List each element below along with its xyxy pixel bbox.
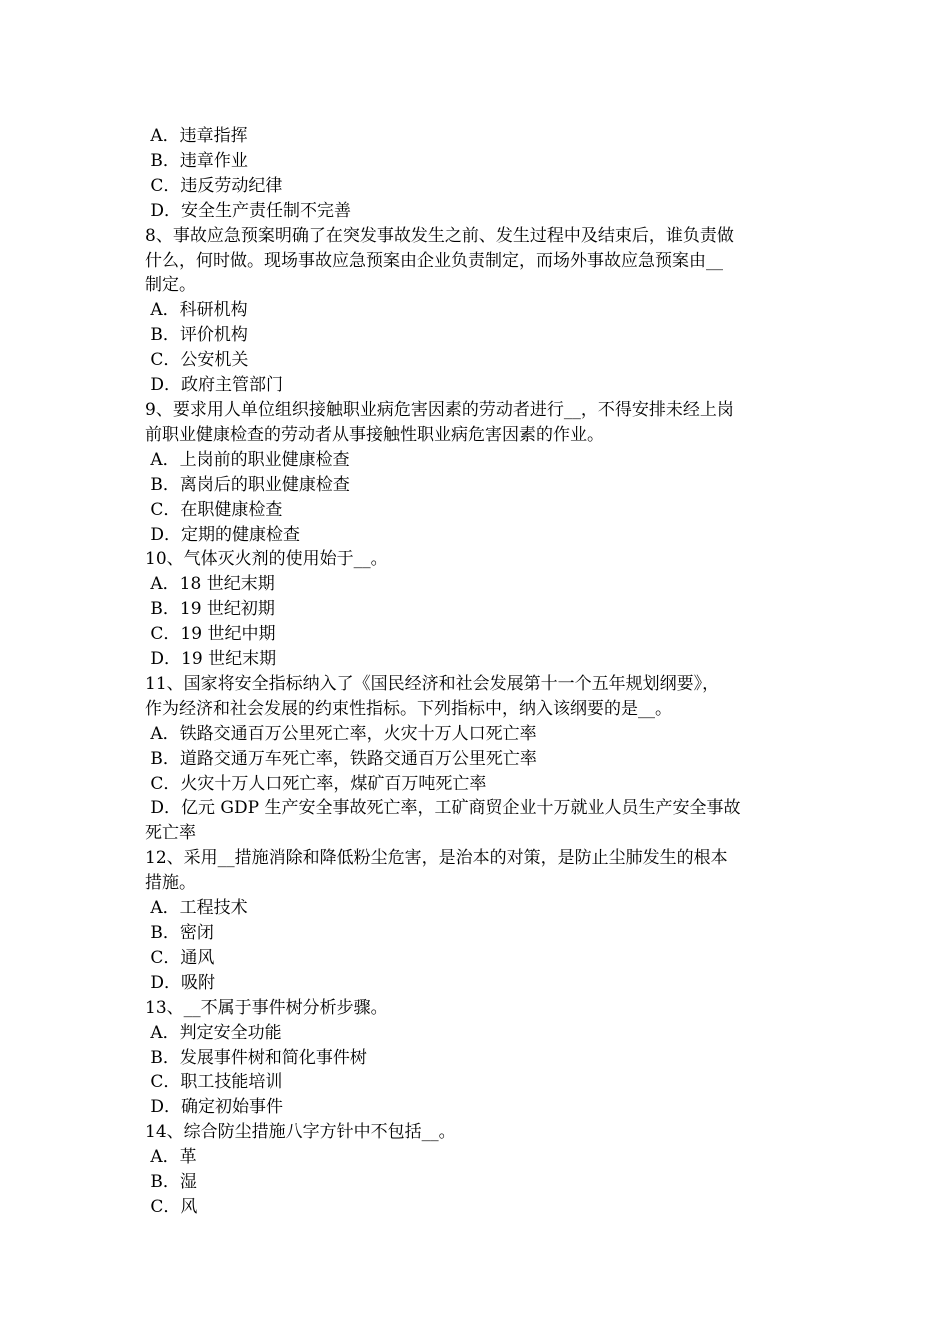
question-line: 9、要求用人单位组织接触职业病危害因素的劳动者进行__，不得安排未经上岗 bbox=[145, 399, 734, 420]
option-line: D．政府主管部门 bbox=[145, 375, 284, 396]
option-line: C．通风 bbox=[145, 947, 215, 968]
option-line: A．科研机构 bbox=[145, 300, 248, 321]
question-line: 前职业健康检查的劳动者从事接触性职业病危害因素的作业。 bbox=[145, 424, 604, 445]
option-line: A．铁路交通百万公里死亡率，火灾十万人口死亡率 bbox=[145, 723, 537, 744]
option-line: A．上岗前的职业健康检查 bbox=[145, 449, 350, 470]
option-line: B．违章作业 bbox=[145, 150, 248, 171]
option-line: A．违章指挥 bbox=[145, 126, 248, 146]
option-line: D．安全生产责任制不完善 bbox=[145, 200, 352, 221]
question-line: 制定。 bbox=[145, 275, 196, 296]
option-line: A．判定安全功能 bbox=[145, 1022, 282, 1043]
option-line: B．离岗后的职业健康检查 bbox=[145, 474, 350, 495]
option-line: B．19 世纪初期 bbox=[145, 599, 275, 620]
option-line: D．19 世纪末期 bbox=[145, 649, 277, 670]
option-line: C．风 bbox=[145, 1196, 198, 1217]
option-line: C．违反劳动纪律 bbox=[145, 175, 283, 196]
question-line: 12、采用__措施消除和降低粉尘危害，是治本的对策，是防止尘肺发生的根本 bbox=[145, 848, 728, 869]
option-line: A．革 bbox=[145, 1147, 197, 1168]
option-line: C．公安机关 bbox=[145, 350, 249, 371]
option-line: B．湿 bbox=[145, 1172, 197, 1193]
question-line: 10、气体灭火剂的使用始于__。 bbox=[145, 549, 388, 570]
option-line: A．工程技术 bbox=[145, 898, 248, 919]
option-line: 死亡率 bbox=[145, 823, 196, 844]
option-line: C．19 世纪中期 bbox=[145, 624, 276, 645]
question-line: 14、综合防尘措施八字方针中不包括__。 bbox=[145, 1122, 456, 1143]
option-line: D．确定初始事件 bbox=[145, 1097, 284, 1118]
option-line: B．评价机构 bbox=[145, 325, 248, 346]
question-line: 11、国家将安全指标纳入了《国民经济和社会发展第十一个五年规划纲要》， bbox=[145, 673, 720, 694]
option-line: D．吸附 bbox=[145, 972, 216, 993]
option-line: C．职工技能培训 bbox=[145, 1072, 283, 1093]
option-line: D．亿元 GDP 生产安全事故死亡率，工矿商贸企业十万就业人员生产安全事故 bbox=[145, 798, 741, 819]
option-line: B．密闭 bbox=[145, 923, 214, 943]
option-line: C．火灾十万人口死亡率，煤矿百万吨死亡率 bbox=[145, 773, 487, 794]
question-text-body bbox=[145, 124, 810, 1220]
question-line: 措施。 bbox=[145, 873, 196, 894]
question-line: 8、事故应急预案明确了在突发事故发生之前、发生过程中及结束后，谁负责做 bbox=[145, 225, 734, 246]
option-line: C．在职健康检查 bbox=[145, 499, 283, 520]
option-line: D．定期的健康检查 bbox=[145, 524, 301, 545]
question-line: 13、__不属于事件树分析步骤。 bbox=[145, 997, 388, 1018]
option-line: B．道路交通万车死亡率，铁路交通百万公里死亡率 bbox=[145, 748, 537, 769]
option-line: A．18 世纪末期 bbox=[145, 574, 275, 595]
question-line: 什么，何时做。现场事故应急预案由企业负责制定，而场外事故应急预案由__ bbox=[145, 250, 723, 271]
option-line: B．发展事件树和简化事件树 bbox=[145, 1047, 367, 1068]
question-line: 作为经济和社会发展的约束性指标。下列指标中，纳入该纲要的是__。 bbox=[145, 698, 672, 719]
